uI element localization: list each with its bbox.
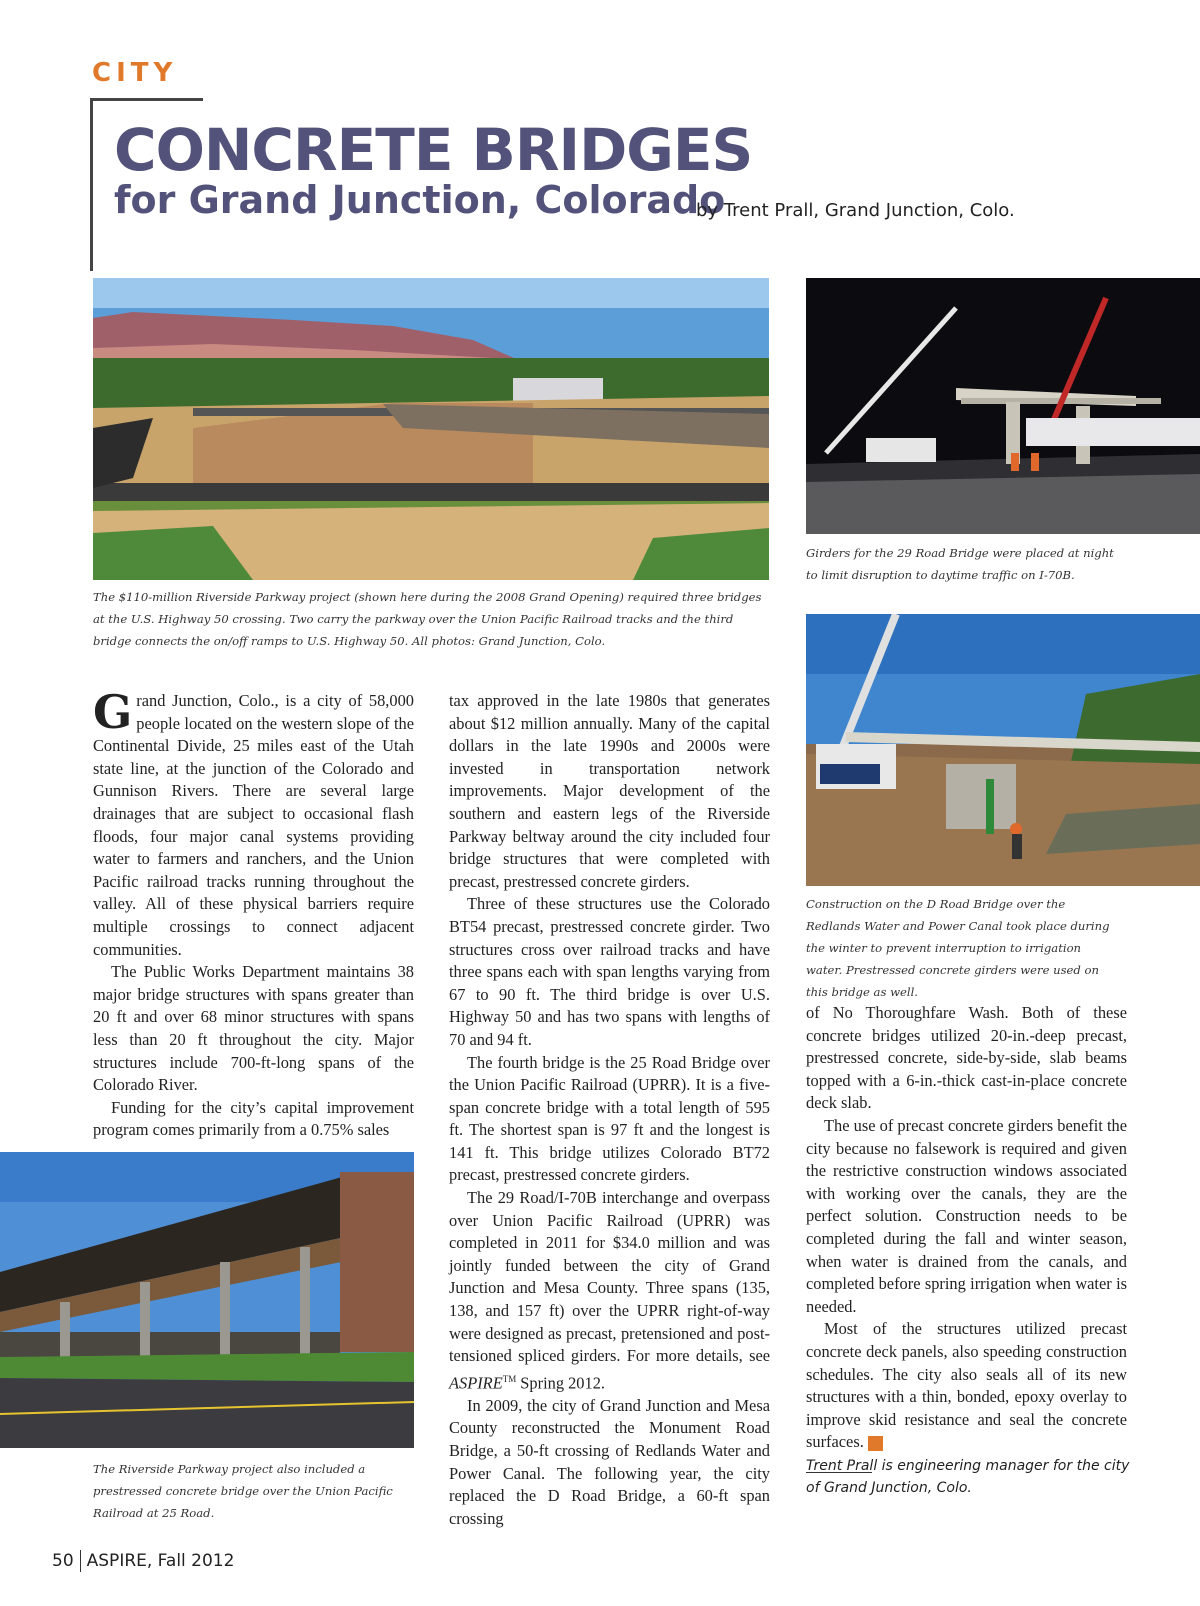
drop-cap: G (93, 685, 133, 739)
paragraph: The fourth bridge is the 25 Road Bridge over the Union Pacific Railroad (UPRR). It is a five-span concrete bridge with a total length of 595 ft. The shortest span is 97 ft and the longest is 141 ft. This bridge utilizes Colorado BT72 precast, prestressed concrete girders. (449, 1052, 770, 1185)
riverside-parkway-caption: The $110-million Riverside Parkway project (shown here during the 2008 Grand Opening) required three bridges at the U.S. Highway 50 crossing. Two carry the parkway over the Union Pacific Railroad tracks and the third bridge connects the on/off ramps to U.S. Highway 50. All photos: Grand Junction, Colo. (93, 590, 762, 648)
article-column-2 (449, 690, 770, 1530)
footer-divider (80, 1550, 81, 1572)
article-column-3 (806, 1002, 1127, 1473)
paragraph: The Public Works Department maintains 38 major bridge structures with spans greater than 20 ft and over 68 minor structures with spans less than 20 ft throughout the city. Major structures include 700-ft-long spans of the Colorado River. (93, 962, 414, 1095)
byline: by Trent Prall, Grand Junction, Colo. (696, 200, 1015, 221)
rail-bridge-caption: The Riverside Parkway project also included a prestressed concrete bridge over the Union Pacific Railroad at 25 Road. (93, 1462, 393, 1520)
trademark: TM (502, 1373, 517, 1384)
paragraph-text: Most of the structures utilized precast concrete deck panels, also speeding construction schedules. The city also seals all of its new structures with a thin, bonded, epoxy overlay to improve skid resistance and seal the concrete surfaces. (806, 1319, 1127, 1452)
paragraph: tax approved in the late 1980s that generates about $12 million annually. Many of the capital dollars in the late 1990s and 2000s were invested in transportation network improvements. Major development of the southern and eastern legs of the Riverside Parkway beltway around the city included four bridge structures that were completed with precast, prestressed concrete girders. (449, 691, 770, 891)
article-subtitle: for Grand Junction, Colorado (114, 178, 726, 222)
article-column-1 (93, 685, 414, 1142)
paragraph-text: The 29 Road/I-70B interchange and overpass over Union Pacific Railroad (UPRR) was completed in 2011 for $34.0 million and was jointly funded between the city of Grand Junction and Mesa County. Three spans (135, 138, and 157 ft) over the UPRR right-of-way were designed as precast, pretensioned and post-tensioned spliced girders. For more details, see (449, 1188, 770, 1366)
rail-bridge-photo (0, 1152, 414, 1448)
night-girder-caption: Girders for the 29 Road Bridge were placed at night to limit disruption to daytime traffic on I-70B. (806, 546, 1114, 582)
d-road-bridge-photo (806, 614, 1200, 886)
aspire-end-icon: A (868, 1436, 883, 1451)
paragraph: Funding for the city’s capital improvement program comes primarily from a 0.75% sales (93, 1097, 414, 1140)
d-road-bridge-caption: Construction on the D Road Bridge over the Redlands Water and Power Canal took place during the winter to prevent interruption to irrigation water. Prestressed concrete girders were used on this bridge as well. (806, 897, 1110, 999)
aspire-issue: Spring 2012. (516, 1373, 605, 1393)
paragraph: of No Thoroughfare Wash. Both of these concrete bridges utilized 20-in.-deep precast, prestressed concrete, side-by-side, slab beams topped with a 6-in.-thick cast-in-place concrete deck slab. (806, 1003, 1127, 1113)
paragraph (449, 1187, 770, 1395)
paragraph: Three of these structures use the Colorado BT54 precast, prestressed concrete girder. Two structures cross over railroad tracks and have three spans each with span lengths varying from 67 to 90 ft. The third bridge is over U.S. Highway 50 and has two spans with lengths of 70 and 94 ft. (449, 894, 770, 1049)
paragraph: The use of precast concrete girders benefit the city because no falsework is required and given the restrictive construction windows associated with working over the canals, they are the perfect solution. Construction needs to be completed during the fall and winter season, when water is drained from the canals, and completed before spring irrigation when water is needed. (806, 1115, 1127, 1316)
article-title: CONCRETE BRIDGES (114, 116, 753, 184)
paragraph: In 2009, the city of Grand Junction and Mesa County reconstructed the Monument Road Bridge, a 50-ft crossing of Redlands Water and Power Canal. The following year, the city replaced the D Road Bridge, a 60-ft span crossing (449, 1395, 770, 1528)
author-note: Trent Prall is engineering manager for the city of Grand Junction, Colo. (806, 1458, 1130, 1496)
publication-name: ASPIRE, Fall 2012 (86, 1551, 235, 1571)
night-girder-placement-photo (806, 278, 1200, 534)
paragraph (93, 685, 414, 961)
paragraph (806, 1318, 1127, 1454)
aspire-reference: ASPIRE (449, 1373, 503, 1393)
section-tag: CITY (92, 58, 178, 88)
riverside-parkway-photo (93, 278, 769, 580)
paragraph-text: rand Junction, Colo., is a city of 58,000 people located on the western slope of the Continental Divide, 25 miles east of the Utah state line, at the junction of the Colorado and Gunnison Rivers. There are several large drainages that are subject to occasional flash floods, four major canal systems providing water to farmers and ranchers, and the Union Pacific railroad tracks running throughout the valley. All of these physical barriers require multiple crossings to connect adjacent communities. (93, 691, 414, 959)
page-number: 50 (52, 1551, 74, 1571)
page-footer (52, 1550, 234, 1572)
